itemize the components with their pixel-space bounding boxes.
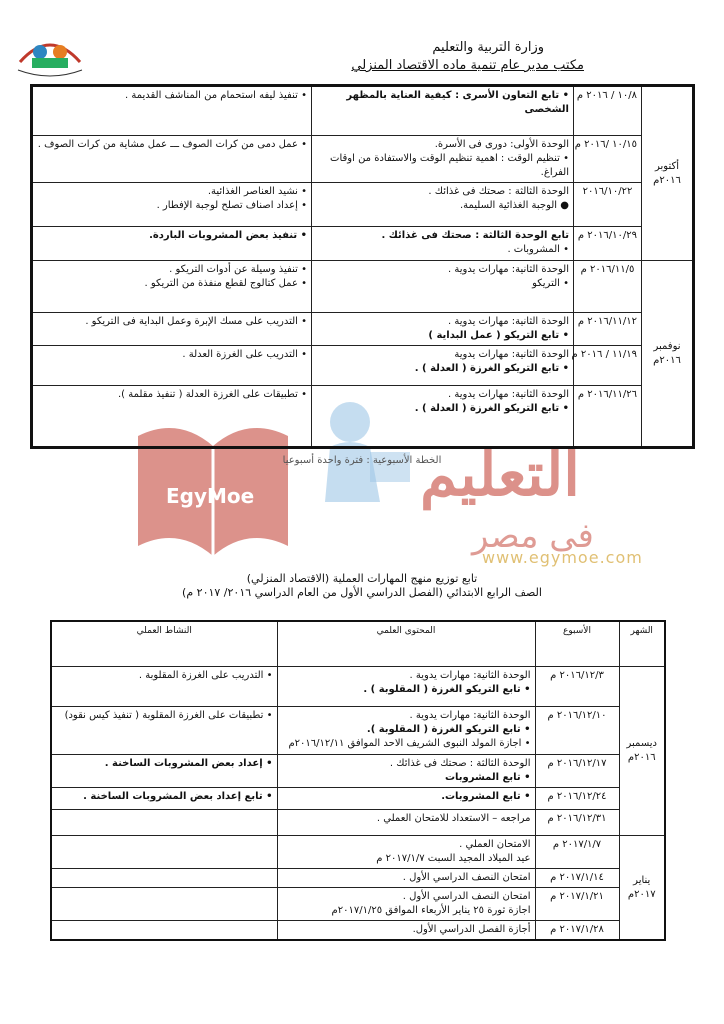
content-line: الوحدة الثانية: مهارات يدوية . bbox=[409, 710, 531, 721]
activity-cell bbox=[51, 667, 277, 707]
content-line: ● الوجبة الغذائية السليمة. bbox=[459, 200, 569, 211]
content-line: • تابع المشروبات. bbox=[441, 791, 531, 802]
activity-cell bbox=[51, 869, 277, 888]
week-date-cell: ٢٠١٧/١/٢٨ م bbox=[535, 921, 619, 941]
week-date-cell: ٢٠١٦/١١/٥ م bbox=[574, 261, 642, 313]
activity-cell bbox=[51, 836, 277, 869]
watermark-url: www.egymoe.com bbox=[482, 548, 643, 567]
content-line: الوحدة الثالثة : صحتك فى غذائك . bbox=[428, 186, 569, 197]
table-row bbox=[32, 136, 694, 183]
table-row bbox=[32, 313, 694, 346]
table-row bbox=[51, 810, 665, 836]
content-cell bbox=[312, 86, 574, 136]
content-cell bbox=[312, 386, 574, 448]
table-row bbox=[51, 869, 665, 888]
activity-cell bbox=[51, 788, 277, 810]
activity-cell bbox=[32, 183, 312, 227]
content-cell bbox=[277, 755, 535, 788]
table-row bbox=[32, 346, 694, 386]
activity-line: • تابع إعداد بعض المشروبات الساخنة . bbox=[83, 791, 273, 802]
content-line: • اجازة المولد النبوى الشريف الاحد الموافق ٢٠١٦/١٢/١١م bbox=[288, 738, 531, 749]
content-cell bbox=[312, 346, 574, 386]
activity-cell bbox=[32, 346, 312, 386]
activity-cell bbox=[32, 261, 312, 313]
month-cell: أكتوبر ٢٠١٦م bbox=[642, 86, 694, 261]
week-date-cell: ٢٠١٦/١٢/٣ م bbox=[535, 667, 619, 707]
table-row bbox=[32, 183, 694, 227]
activity-line: • تطبيقات على الغرزة العدلة ( تنفيذ مقلمة ). bbox=[118, 389, 307, 400]
activity-line: • تنفيذ بعض المشروبات الباردة. bbox=[149, 230, 307, 241]
watermark-subtitle: فى مصر bbox=[472, 516, 594, 556]
table-row bbox=[51, 888, 665, 921]
activity-line: • عمل كتالوج لقطع منفذة من التريكو . bbox=[144, 278, 307, 289]
schedule-table-2 bbox=[50, 620, 666, 941]
week-date-cell: ٢٠١٦/١٠/٢٩ م bbox=[574, 227, 642, 261]
schedule-table-1 bbox=[30, 84, 695, 449]
week-date-cell: ٢٠١٦/١١/١٢ م bbox=[574, 313, 642, 346]
week-date-cell: ٢٠١٦/١٢/٣١ م bbox=[535, 810, 619, 836]
activity-cell bbox=[32, 136, 312, 183]
watermark-title: التعليم bbox=[420, 440, 580, 510]
week-date-cell: ٢٠١٧/١/٢١ م bbox=[535, 888, 619, 921]
month-cell: نوفمبر ٢٠١٦م bbox=[642, 261, 694, 448]
ministry-logo bbox=[10, 18, 90, 82]
content-line: • تابع التريكو ( عمل البداية ) bbox=[428, 330, 569, 341]
content-cell bbox=[277, 836, 535, 869]
plan-title: تابع توزيع منهج المهارات العملية (الاقتصاد المنزلي) bbox=[246, 572, 478, 585]
content-cell bbox=[312, 183, 574, 227]
week-date-cell: ٢٠١٧/١/٧ م bbox=[535, 836, 619, 869]
watermark-brand: EgyMoe bbox=[166, 484, 255, 508]
activity-line: • إعداد بعض المشروبات الساخنة . bbox=[104, 758, 273, 769]
activity-line: • عمل دمى من كرات الصوف ـــ عمل مشاية من كرات الصوف . bbox=[37, 139, 307, 150]
content-cell bbox=[277, 888, 535, 921]
content-line: الامتحان العملي . bbox=[459, 839, 531, 850]
table-row bbox=[51, 788, 665, 810]
activity-line: • نشيد العناصر الغذائية. bbox=[207, 186, 307, 197]
content-line: • تابع التريكو الغرزة ( المقلوبة ). bbox=[366, 724, 531, 735]
content-line: • تابع التعاون الأسرى : كيفية العناية بالمظهر الشخصى bbox=[346, 90, 569, 115]
activity-cell bbox=[32, 86, 312, 136]
table-row bbox=[32, 227, 694, 261]
header-week: الأسبوع bbox=[535, 621, 619, 667]
activity-cell bbox=[51, 810, 277, 836]
content-cell bbox=[277, 810, 535, 836]
content-cell bbox=[277, 921, 535, 941]
activity-line: • تنفيذ وسيلة عن أدوات التريكو . bbox=[169, 264, 307, 275]
content-line: • تابع التريكو الغرزة ( العدلة ) . bbox=[414, 363, 569, 374]
content-cell bbox=[277, 788, 535, 810]
table-row bbox=[32, 386, 694, 448]
content-line: امتحان النصف الدراسي الأول . bbox=[402, 891, 531, 902]
content-line: • تابع التريكو الغرزة ( المقلوبة ) . bbox=[363, 684, 531, 695]
content-line: • تنظيم الوقت : اهمية تنظيم الوقت والاستفادة من اوقات الفراغ. bbox=[330, 153, 569, 178]
content-cell bbox=[277, 869, 535, 888]
activity-cell bbox=[32, 313, 312, 346]
content-line: الوحدة الثالثة : صحتك فى غذائك . bbox=[389, 758, 531, 769]
weekly-plan-note: الخطة الأسبوعية : فترة واحدة أسبوعيا bbox=[282, 455, 442, 466]
content-line: الوحدة الثانية: مهارات يدوية . bbox=[409, 670, 531, 681]
activity-cell bbox=[51, 755, 277, 788]
content-line: • تابع المشروبات bbox=[444, 772, 531, 783]
activity-cell bbox=[51, 888, 277, 921]
content-line: أجازة الفصل الدراسي الأول. bbox=[412, 924, 531, 935]
content-line: • المشروبات . bbox=[507, 244, 569, 255]
content-cell bbox=[312, 227, 574, 261]
month-cell: ديسمبر ٢٠١٦م bbox=[619, 667, 665, 836]
content-line: الوحدة الثانية: مهارات يدوية . bbox=[447, 264, 569, 275]
content-line: تابع الوحدة الثالثة : صحتك فى غذائك . bbox=[381, 230, 569, 241]
activity-cell bbox=[51, 921, 277, 941]
week-date-cell: ١٠/٨ / ٢٠١٦ م bbox=[574, 86, 642, 136]
content-line: الوحدة الثانية: مهارات يدوية . bbox=[447, 316, 569, 327]
week-date-cell: ٢٠١٧/١/١٤ م bbox=[535, 869, 619, 888]
week-date-cell: ٢٠١٦/١١/٢٦ م bbox=[574, 386, 642, 448]
content-line: اجازة ثورة ٢٥ يناير الأربعاء الموافق ٢٠١٧/١/٢٥م bbox=[331, 905, 531, 916]
office-name: مكتب مدير عام تنمية ماده الاقتصاد المنزلي bbox=[351, 58, 584, 73]
week-date-cell: ٢٠١٦/١٢/١٧ م bbox=[535, 755, 619, 788]
content-line: الوحدة الأولى: دورى فى الأسرة. bbox=[434, 139, 569, 150]
week-date-cell: ٢٠١٦/١٠/٢٢ bbox=[574, 183, 642, 227]
month-cell: يناير ٢٠١٧م bbox=[619, 836, 665, 941]
content-cell bbox=[312, 313, 574, 346]
content-line: الوحدة الثانية: مهارات يدوية bbox=[454, 349, 569, 360]
activity-cell bbox=[51, 707, 277, 755]
week-date-cell: ٢٠١٦/١٢/١٠ م bbox=[535, 707, 619, 755]
table-row bbox=[51, 921, 665, 941]
table-row bbox=[51, 667, 665, 707]
week-date-cell: ١٠/١٥ /٢٠١٦ م bbox=[574, 136, 642, 183]
table-row bbox=[51, 755, 665, 788]
activity-line: • التدريب على الغرزة المقلوبة . bbox=[138, 670, 273, 681]
activity-line: • تطبيقات على الغرزة المقلوبة ( تنفيذ كيس نقود) bbox=[64, 710, 273, 721]
header-activity: النشاط العملي bbox=[51, 621, 277, 667]
table-row bbox=[51, 707, 665, 755]
activity-line: • إعداد اصناف تصلح لوجبة الإفطار . bbox=[156, 200, 307, 211]
table-row bbox=[32, 261, 694, 313]
header-content: المحتوى العلمي bbox=[277, 621, 535, 667]
content-line: مراجعه – الاستعداد للامتحان العملي . bbox=[376, 813, 531, 824]
activity-line: • التدريب على الغرزة العدلة . bbox=[182, 349, 307, 360]
table-row bbox=[32, 86, 694, 136]
week-date-cell: ٢٠١٦/١٢/٢٤ م bbox=[535, 788, 619, 810]
ministry-name: وزارة التربية والتعليم bbox=[432, 40, 544, 55]
content-cell bbox=[312, 261, 574, 313]
activity-line: • تنفيذ ليفه استحمام من المناشف القديمة . bbox=[124, 90, 307, 101]
content-line: عيد الميلاد المجيد السبت ٢٠١٧/١/٧ م bbox=[376, 853, 531, 864]
content-line: • تابع التريكو الغرزة ( العدلة ) . bbox=[414, 403, 569, 414]
table-row bbox=[51, 836, 665, 869]
activity-cell bbox=[32, 386, 312, 448]
header-month: الشهر bbox=[619, 621, 665, 667]
activity-cell bbox=[32, 227, 312, 261]
content-cell bbox=[277, 707, 535, 755]
activity-line: • التدريب على مسك الإبرة وعمل البداية فى التريكو . bbox=[85, 316, 307, 327]
content-cell bbox=[277, 667, 535, 707]
plan-subtitle: الصف الرابع الابتدائي (الفصل الدراسي الأول من العام الدراسي ٢٠١٦/ ٢٠١٧ م) bbox=[182, 586, 542, 599]
content-line: الوحدة الثانية: مهارات يدوية . bbox=[447, 389, 569, 400]
content-line: • التريكو bbox=[532, 278, 569, 289]
content-cell bbox=[312, 136, 574, 183]
week-date-cell: ١١/١٩ / ٢٠١٦ م bbox=[574, 346, 642, 386]
content-line: امتحان النصف الدراسي الأول . bbox=[402, 872, 531, 883]
